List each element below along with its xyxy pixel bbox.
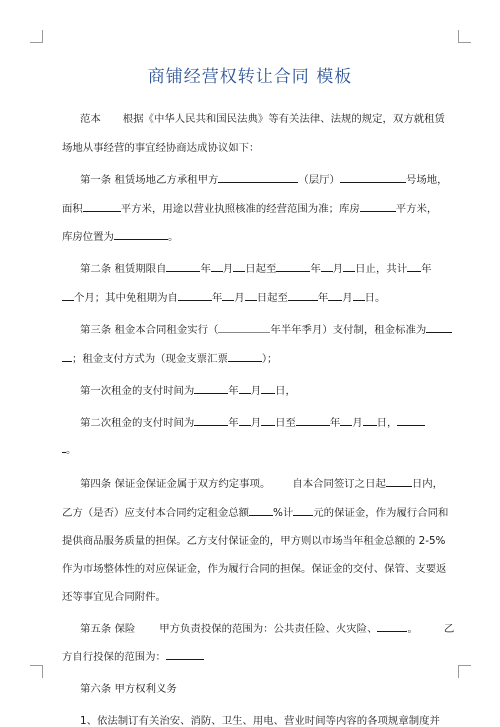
blank-deposit-percent[interactable]	[249, 504, 273, 516]
blank-start-month[interactable]	[211, 260, 223, 272]
blank-free-start-day[interactable]	[245, 289, 257, 301]
crop-mark-bottom-right	[458, 665, 471, 678]
article-4-line-1: 第四条 保证金保证金属于双方约定事项。 自本合同签订之日起 日内，	[80, 475, 458, 490]
blank-floor-hall[interactable]	[218, 171, 298, 183]
blank-first-day[interactable]	[261, 382, 275, 394]
blank-second-start-day[interactable]	[261, 414, 275, 426]
article-4-line-3: 提供商品服务质量的担保。乙方支付保证金的，甲方则以市场当年租金总额的 2-5%	[62, 535, 446, 547]
blank-payment-method[interactable]	[228, 350, 262, 362]
blank-storage-area[interactable]	[360, 200, 396, 212]
document-title: 商铺经营权转让合同 模板	[147, 67, 353, 87]
blank-total-years[interactable]	[407, 260, 421, 272]
blank-end-month[interactable]	[321, 260, 333, 272]
blank-second-end-year[interactable]	[296, 414, 330, 426]
article-5-line-2: 方自行投保的范围为：	[62, 648, 440, 663]
paragraph-preamble: 范本 根据《中华人民共和国民法典》等有关法律、法规的规定，双方就租赁	[80, 113, 445, 125]
blank-end-year[interactable]	[276, 260, 310, 272]
blank-free-start-month[interactable]	[222, 289, 234, 301]
blank-first-year[interactable]	[194, 382, 228, 394]
crop-mark-bottom-left	[30, 665, 43, 678]
blank-second-end-day[interactable]	[363, 414, 377, 426]
blank-free-end-year[interactable]	[288, 289, 318, 301]
article-2-line-1: 第二条 租赁期限自 年 月 日起至 年 月 日止，共计 年	[80, 260, 458, 275]
blank-end-day[interactable]	[343, 260, 355, 272]
blank-start-year[interactable]	[166, 260, 200, 272]
blank-free-start-year[interactable]	[178, 289, 212, 301]
blank-payment-cycle[interactable]	[218, 321, 270, 333]
article-4-line-2: 乙方（是否）应支付本合同约定租金总额 %计 元的保证金，作为履行合同和	[62, 504, 440, 519]
article-3-first-payment: 第一次租金的支付时间为 年 月 日，	[80, 382, 458, 397]
blank-rent-standard[interactable]	[426, 321, 452, 333]
article-5-line-1: 第五条 保险 甲方负责投保的范围为：公共责任险、火灾险、 。 乙	[80, 620, 458, 635]
article-6-item-1: 1、依法制订有关治安、消防、卫生、用电、营业时间等内容的各项规章制度并	[80, 715, 440, 727]
blank-area[interactable]	[83, 200, 121, 212]
blank-free-end-day[interactable]	[353, 289, 365, 301]
blank-free-end-month[interactable]	[328, 289, 342, 301]
blank-storage-location[interactable]	[114, 228, 168, 240]
blank-deposit-amount[interactable]	[293, 504, 313, 516]
article-4-line-5: 还等事宜见合同附件。	[62, 591, 166, 603]
blank-first-month[interactable]	[239, 382, 251, 394]
article-6-heading: 第六条 甲方权利义务	[80, 683, 177, 695]
blank-second-start-year[interactable]	[194, 414, 228, 426]
paragraph-preamble-cont: 场地从事经营的事宜经协商达成协议如下：	[62, 142, 260, 154]
blank-second-end-month[interactable]	[340, 414, 352, 426]
article-1-line-2: 面积 平方米，用途以营业执照核准的经营范围为准；库房 平方米，	[62, 200, 440, 215]
blank-start-day[interactable]	[233, 260, 245, 272]
blank-rent-standard-cont[interactable]	[62, 350, 72, 362]
blank-insurance-other[interactable]	[377, 620, 407, 632]
blank-deposit-days[interactable]	[386, 475, 412, 487]
article-3-line-2: ；租金支付方式为（现金支票汇票 ）；	[62, 350, 440, 365]
blank-second-extra[interactable]	[397, 414, 425, 426]
article-4-line-4: 作为市场整体性的对应保证金，作为履行合同的担保。保证金的交付、保管、支要返	[62, 563, 447, 575]
article-1-line-1: 第一条 租赁场地乙方承租甲方 （层厅） 号场地，	[80, 171, 458, 186]
crop-mark-top-left	[30, 30, 43, 43]
blank-second-start-month[interactable]	[239, 414, 251, 426]
article-3-second-payment: 第二次租金的支付时间为 年 月 日至 年 月 日，	[80, 414, 458, 429]
blank-total-months[interactable]	[62, 289, 74, 301]
article-3-line-1: 第三条 租金本合同租金实行（ 年半年季月）支付制，租金标准为	[80, 321, 458, 336]
crop-mark-top-right	[458, 30, 471, 43]
article-3-second-payment-cont: 。	[62, 441, 440, 456]
blank-site-number[interactable]	[340, 171, 406, 183]
article-2-line-2: 个月；其中免租期为自 年 月 日起至 年 月 日。	[62, 289, 440, 304]
blank-tenant-insurance[interactable]	[166, 648, 204, 660]
article-1-line-3: 库房位置为 。	[62, 228, 440, 243]
